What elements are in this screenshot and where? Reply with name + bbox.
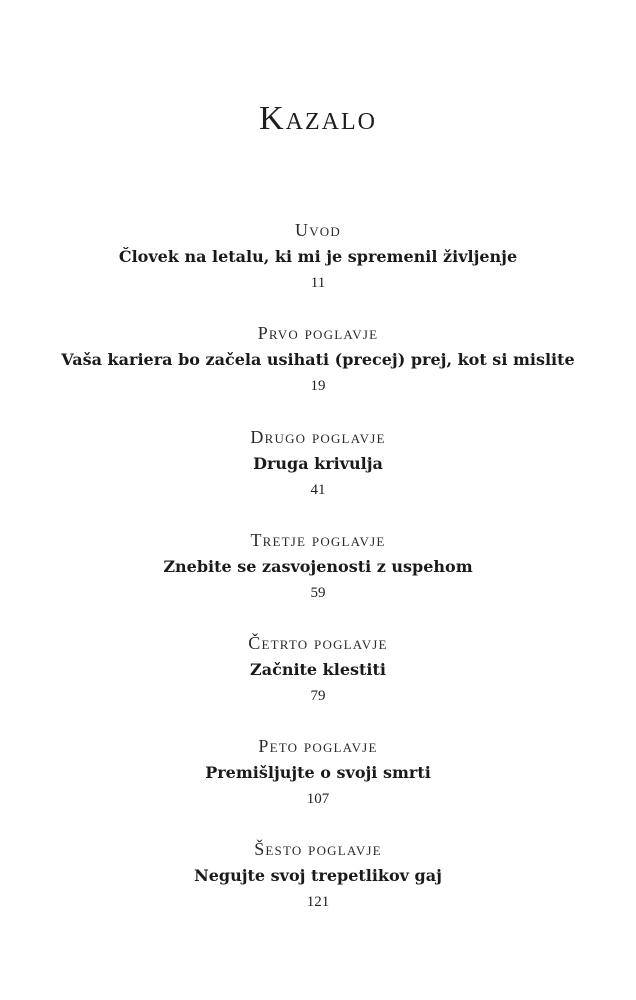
toc-entry-chapter-4 (0, 632, 636, 707)
chapter-page-number: 79 (310, 688, 326, 704)
chapter-label: Prvo poglavje (257, 323, 379, 343)
toc-entry-chapter-3 (0, 529, 636, 604)
chapter-label: Peto poglavje (258, 736, 378, 756)
toc-entry-chapter-5 (0, 735, 636, 810)
toc-entry-introduction (0, 219, 636, 294)
chapter-title: Druga krivulja (253, 454, 383, 473)
chapter-label: Šesto poglavje (254, 839, 382, 859)
chapter-label: Uvod (295, 220, 341, 240)
chapter-page-number: 41 (310, 482, 326, 498)
chapter-title: Negujte svoj trepetlikov gaj (194, 866, 442, 885)
chapter-page-number: 121 (306, 894, 330, 910)
page-title: Kazalo (259, 99, 377, 137)
chapter-title: Znebite se zasvojenosti z uspehom (163, 557, 473, 576)
chapter-label: Drugo poglavje (250, 427, 386, 447)
chapter-label: Četrto poglavje (248, 633, 388, 653)
chapter-title: Premišljujte o svoji smrti (205, 763, 431, 782)
chapter-page-number: 59 (310, 585, 326, 601)
chapter-title: Vaša kariera bo začela usihati (precej) prej, kot si mislite (61, 350, 575, 369)
chapter-page-number: 11 (310, 275, 326, 291)
toc-entry-chapter-2 (0, 426, 636, 501)
chapter-label: Tretje poglavje (250, 530, 386, 550)
chapter-page-number: 107 (306, 791, 330, 807)
chapter-title: Človek na letalu, ki mi je spremenil življenje (118, 247, 518, 266)
toc-entry-chapter-6 (0, 838, 636, 913)
chapter-title: Začnite klestiti (250, 660, 386, 679)
toc-entry-chapter-1 (0, 322, 636, 397)
chapter-page-number: 19 (310, 378, 326, 394)
